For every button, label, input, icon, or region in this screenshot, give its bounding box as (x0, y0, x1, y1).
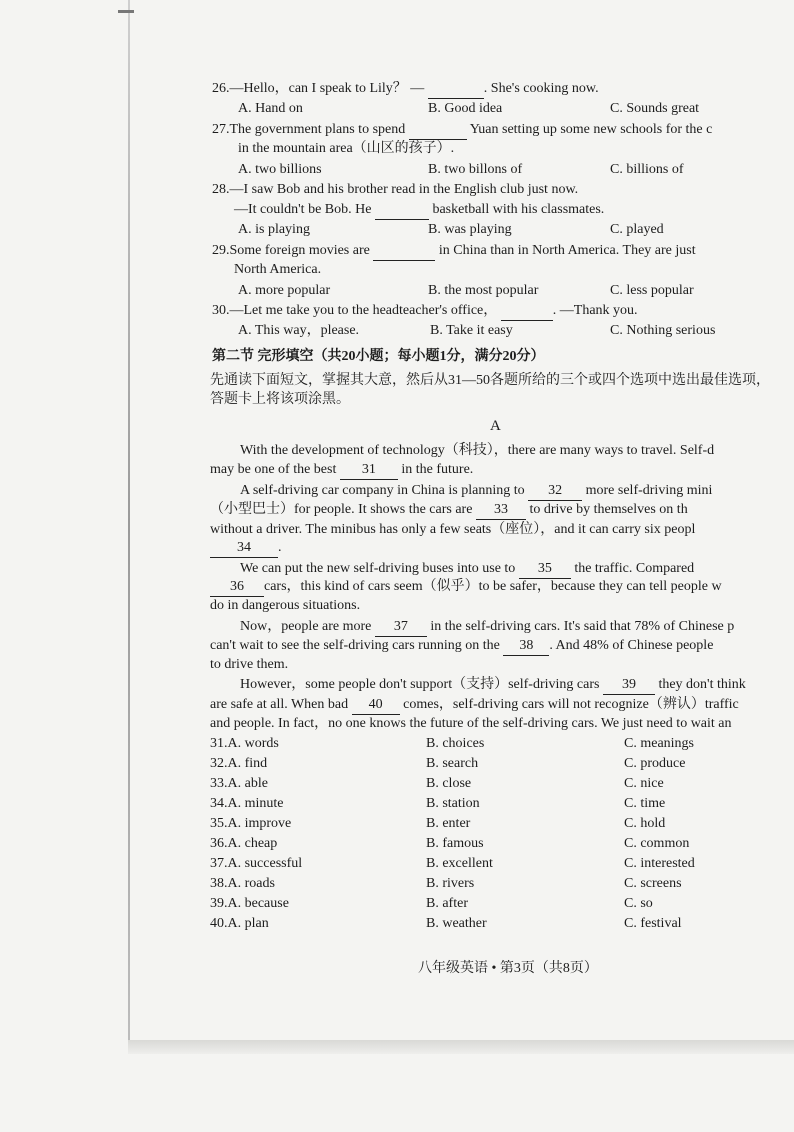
cloze-option-c: C. produce (624, 756, 686, 771)
question-number: 29. (212, 243, 230, 258)
passage-text: （小型巴士）for people. It shows the cars are (210, 502, 473, 517)
passage-text: may be one of the best (210, 462, 337, 477)
passage-line (240, 618, 734, 637)
blank-39: 39 (603, 676, 655, 695)
question-number: 26. (212, 81, 230, 96)
question-27 (212, 121, 712, 140)
option-c: C. billions of (610, 162, 684, 177)
question-stem-end: in China than in North America. They are just (438, 243, 696, 258)
question-stem: The government plans to spend (229, 122, 406, 137)
passage-line: without a driver. The minibus has only a few seats（座位），and it can carry six peopl (210, 522, 696, 537)
cloze-option-c: C. time (624, 796, 666, 811)
option-a: A. Hand on (238, 101, 303, 116)
question-stem: —It couldn't be Bob. He (234, 202, 372, 217)
question-stem-end: Yuan setting up some new schools for the c (469, 122, 713, 137)
question-number: 30. (212, 303, 230, 318)
passage-text: more self-driving mini (585, 483, 713, 498)
option-a: A. is playing (238, 222, 310, 237)
question-30 (212, 302, 638, 321)
passage-line (240, 482, 712, 501)
cloze-option-a: 39.A. because (210, 896, 289, 911)
answer-blank (428, 80, 484, 99)
page-footer: 八年级英语 • 第3页（共8页） (418, 961, 598, 976)
blank-37: 37 (375, 618, 427, 637)
option-b: B. Good idea (428, 101, 503, 116)
question-29 (212, 242, 696, 261)
blank-31: 31 (340, 461, 398, 480)
option-b: B. was playing (428, 222, 512, 237)
question-26 (212, 80, 599, 99)
cloze-option-a: 31.A. words (210, 736, 279, 751)
cloze-option-b: B. choices (426, 736, 485, 751)
question-28 (212, 181, 578, 199)
passage-line (210, 461, 473, 480)
answer-blank (375, 201, 429, 220)
cloze-option-a: 38.A. roads (210, 876, 275, 891)
passage-line (210, 501, 688, 520)
question-stem: —Let me take you to the headteacher's office， (229, 303, 498, 318)
scan-bottom-edge (128, 1040, 794, 1054)
passage-line (210, 578, 722, 597)
option-c: C. less popular (610, 283, 694, 298)
blank-40: 40 (352, 696, 400, 715)
cloze-option-c: C. hold (624, 816, 666, 831)
cloze-option-a: 33.A. able (210, 776, 268, 791)
passage-text: Now，people are more (240, 619, 372, 634)
cloze-option-b: B. weather (426, 916, 487, 931)
passage-text: . And 48% of Chinese people (549, 638, 714, 653)
passage-line (240, 560, 694, 579)
option-a: A. more popular (238, 283, 331, 298)
question-stem-end: basketball with his classmates. (432, 202, 605, 217)
passage-text: A self-driving car company in China is planning to (240, 483, 525, 498)
cloze-option-b: B. station (426, 796, 480, 811)
passage-text: are safe at all. When bad (210, 697, 349, 712)
blank-35: 35 (519, 560, 571, 579)
passage-text: in the future. (401, 462, 474, 477)
passage-text: However，some people don't support（支持）self-driving cars (240, 677, 600, 692)
question-28-line2 (234, 201, 604, 220)
cloze-option-c: C. so (624, 896, 653, 911)
passage-line: do in dangerous situations. (210, 598, 361, 613)
cloze-option-c: C. festival (624, 916, 682, 931)
cloze-option-a: 32.A. find (210, 756, 268, 771)
option-c: C. played (610, 222, 664, 237)
question-number: 27. (212, 122, 230, 137)
cloze-option-c: C. common (624, 836, 690, 851)
scan-edge (128, 0, 130, 1050)
cloze-option-b: B. close (426, 776, 472, 791)
cloze-option-b: B. enter (426, 816, 471, 831)
cloze-option-a: 36.A. cheap (210, 836, 278, 851)
cloze-option-a: 37.A. successful (210, 856, 303, 871)
question-27-line2: in the mountain area（山区的孩子）. (238, 141, 455, 156)
question-stem-end: . —Thank you. (552, 303, 638, 318)
passage-line (240, 676, 746, 695)
period: . (278, 540, 282, 555)
section-header: 第二节 完形填空（共20小题；每小题1分，满分20分） (212, 349, 545, 364)
answer-blank (409, 121, 467, 140)
question-stem: Some foreign movies are (229, 243, 370, 258)
question-stem: —Hello，can I speak to Lily？ — (229, 81, 425, 96)
passage-title: A (490, 418, 501, 434)
passage-line (210, 539, 282, 558)
passage-text: they don't think (658, 677, 746, 692)
question-stem: —I saw Bob and his brother read in the English club just now. (229, 182, 579, 197)
passage-text: comes，self-driving cars will not recognize（辨认）traffic (403, 697, 739, 712)
option-b: B. the most popular (428, 283, 539, 298)
passage-line: and people. In fact，no one knows the future of the self-driving cars. We just need to wait an (210, 716, 732, 731)
blank-36: 36 (210, 578, 264, 597)
cloze-option-b: B. famous (426, 836, 484, 851)
cloze-option-b: B. excellent (426, 856, 493, 871)
option-b: B. two billons of (428, 162, 523, 177)
cloze-option-c: C. nice (624, 776, 664, 791)
passage-text: cars，this kind of cars seem（似乎）to be safer，because they can tell people w (264, 579, 722, 594)
cloze-option-a: 40.A. plan (210, 916, 269, 931)
cloze-option-b: B. search (426, 756, 479, 771)
blank-32: 32 (528, 482, 582, 501)
passage-text: We can put the new self-driving buses into use to (240, 561, 516, 576)
question-number: 28. (212, 182, 230, 197)
option-c: C. Sounds great (610, 101, 700, 116)
passage-line (210, 637, 713, 656)
cloze-option-b: B. rivers (426, 876, 475, 891)
blank-34: 34 (210, 539, 278, 558)
passage-text: to drive by themselves on th (529, 502, 688, 517)
cloze-option-c: C. meanings (624, 736, 694, 751)
option-c: C. Nothing serious (610, 323, 716, 338)
option-b: B. Take it easy (430, 323, 513, 338)
cloze-option-a: 34.A. minute (210, 796, 284, 811)
cloze-option-b: B. after (426, 896, 468, 911)
answer-blank (501, 302, 553, 321)
section-instruction-2: 答题卡上将该项涂黑。 (210, 392, 350, 407)
cloze-option-a: 35.A. improve (210, 816, 292, 831)
passage-line (210, 696, 739, 715)
question-29-line2: North America. (234, 262, 322, 277)
blank-33: 33 (476, 501, 526, 520)
corner-mark (118, 10, 134, 13)
option-a: A. two billions (238, 162, 322, 177)
answer-blank (373, 242, 435, 261)
passage-text: in the self-driving cars. It's said that 78% of Chinese p (430, 619, 735, 634)
passage-text: can't wait to see the self-driving cars running on the (210, 638, 500, 653)
section-instruction: 先通读下面短文，掌握其大意，然后从31—50各题所给的三个或四个选项中选出最佳选项， (210, 373, 770, 388)
blank-38: 38 (503, 637, 549, 656)
cloze-option-c: C. interested (624, 856, 695, 871)
passage-line: With the development of technology（科技），there are many ways to travel. Self-d (240, 443, 715, 458)
passage-text: the traffic. Compared (574, 561, 695, 576)
cloze-option-c: C. screens (624, 876, 682, 891)
question-stem-end: . She's cooking now. (483, 81, 599, 96)
option-a: A. This way，please. (238, 323, 360, 338)
passage-line: to drive them. (210, 657, 289, 672)
